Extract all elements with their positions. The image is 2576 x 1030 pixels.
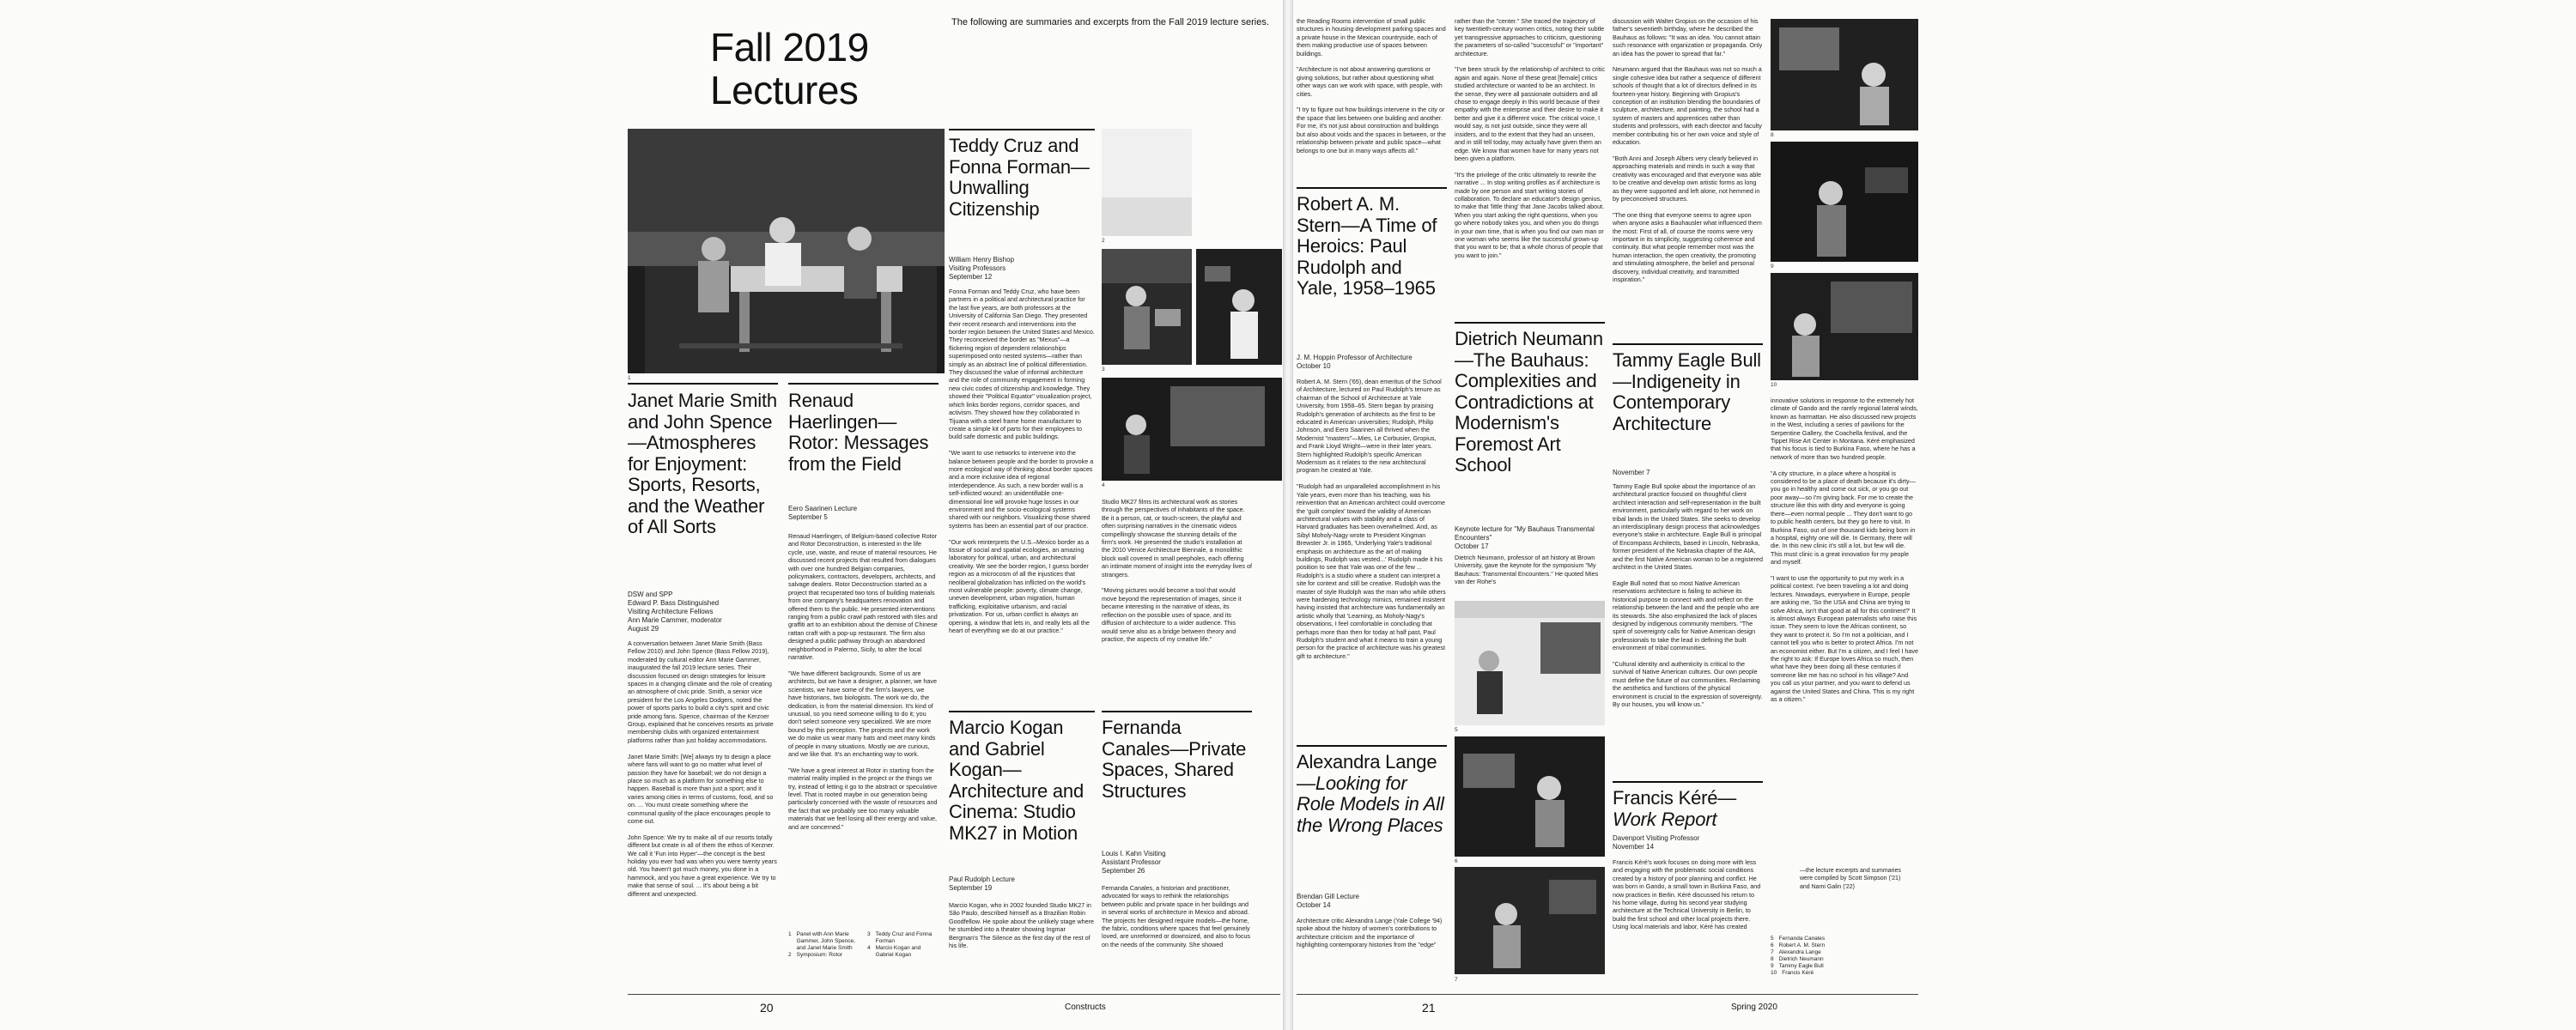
lecture-title-neumann: Dietrich Neumann—The Bauhaus: Complexities and Contradictions at Modernism's Foremost Art School	[1455, 328, 1603, 476]
lecture-title-smith-spence: Janet Marie Smith and John Spence—Atmospheres for Enjoyment: Sports, Resorts, and the Weather of All Sorts	[628, 390, 777, 537]
lecture-title-canales: Fernanda Canales—Private Spaces, Shared Structures	[1102, 717, 1247, 802]
lange-continued: rather than the "center." She traced the trajectory of key twentieth-century women critics, noting their subtle yet transgressive approaches to criticism, questioning the parameters of so-called "successful" or "important" architecture. "I've been struck by the relationship of architect to critic again and again. None of these great [female] critics studied architecture or wanted to be an architect. In the sense, they were all passionate outsiders and all chose to engage deeply in this world because of their empathy with the enterprise and their desire to make it better and give it a different voice. The critical voice, I would say, is not just outside, since they were all insiders, and to the extent that they had an unseen, and in still tell today, may actually have given them an edge. We know that women have for many years not been given a platform. "It's the privilege of the critic ultimately to rewrite the narrative ... In stop writing profiles as if architecture is made by one person and start writing stories of collaboration. To declare an educator's design genius, to make that 'little thing' that Jane Jacobs talked about. When you start asking the right questions, when you go where nobody takes you, and when you do things in your own time, that is when you find our own man or one woman who seems like the successful grown-up that you want to be; that a whole chorus of people that you want to join."	[1455, 17, 1605, 259]
lecture-meta-kere: Davenport Visiting Professor November 14	[1613, 834, 1700, 851]
caption-list: 5 Fernanda Canales 6 Robert A. M. Stern 7 Alexandra Lange 8 Dietrich Neumann 9 Tammy Eagle Bull 10 Francis Kéré	[1771, 936, 1826, 976]
footer-rule	[1297, 994, 1918, 995]
footer-rule	[628, 994, 1280, 995]
rule	[1297, 745, 1447, 747]
rule	[628, 383, 778, 385]
lecture-title-cruz-forman: Teddy Cruz and Fonna Forman—Unwalling Citizenship	[949, 135, 1090, 220]
lecture-meta-kogan: Paul Rudolph Lecture September 19	[949, 876, 1015, 892]
rule	[1455, 322, 1605, 324]
fig-number: 7	[1455, 977, 1458, 983]
intro-text: The following are summaries and excerpts from the Fall 2019 lecture series.	[951, 17, 1269, 27]
fig-number: 6	[1455, 858, 1458, 864]
photo-panel-smith-spence	[628, 129, 945, 373]
rule	[1297, 187, 1447, 189]
lecture-meta-smith-spence: DSW and SPP Edward P. Bass Distinguished Visiting Architecture Fellows Ann Marie Cammer, moderator August 29	[628, 591, 722, 633]
lecture-body-haerlingen: Renaud Haerlingen, of Belgium-based collective Rotor and Rotor Deconstruction, is interested in the life cycle, use, waste, and reuse of material resources. He discussed recent projects that resulted from dialogues with over one hundred Belgian companies, policymakers, contractors, developers, architects, and salvage dealers. Rotor Deconstruction started as a project that recuperated two tons of building materials from one company's headquarters renovation and offered them to the public. He presented interventions ranging from a public crawl path restored with tiles and graffiti art to an exhibition about the demise of Chinese rattan craft with a pop-up restaurant. The firm also designed a public pathway through an abandoned neighborhood in Palermo, Sicily, to alter the local narrative. "We have different backgrounds. Some of us are architects, but we have a designer, a planner, we have scientists, we have some of the firm's lawyers, we have historians, two biologists. The work we do, the dedication, is from the material dimension. It's kind of unusual, so you need someone willing to do it; you don't select someone very specialized. We are more bound by this perception. The projects and the work we do make us wear many hats and meet many kinds of people in many situations. Mostly we are curious, and we like that. It's an enchanting way to work. "We have a great interest at Rotor in starting from the material reality implied in the project or the things we try, instead of letting it go to the abstract or speculative level. That is rooted maybe in our generation being particularly concerned with the waste of resources and the fact that we probably see too many valuable materials that we feel losing all their energy and value, and are concerned."	[788, 532, 938, 831]
left-page	[0, 0, 1283, 1030]
fig-number: 5	[1455, 727, 1458, 733]
lecture-title-eagle-bull: Tammy Eagle Bull—Indigeneity in Contemporary Architecture	[1613, 349, 1761, 434]
fig-number: 9	[1771, 264, 1774, 270]
rule	[949, 711, 1095, 712]
lecture-title-lange: Alexandra Lange—Looking for Role Models in All the Wrong Places	[1297, 751, 1444, 836]
photo-eagle-bull-2	[1771, 142, 1918, 262]
page-number: 21	[1422, 1001, 1436, 1015]
running-title: Constructs	[1065, 1003, 1106, 1012]
lecture-body-kogan: Marcio Kogan, who in 2002 founded Studio MK27 in São Paulo, described himself as a Brazilian Robin Goodfellow. He spoke about the unlikely stage where he stumbled into a theater showing Ingmar Bergman's The Silence as the first day of the rest of his life.	[949, 901, 1095, 950]
lecture-body-canales: Fernanda Canales, a historian and practitioner, advocated for ways to rethink the relationships between public and private space in her buildings and in several works of architecture in Mexico and abroad. The projects her designed require models—the home, the fabric, conditions where spaces that feel genuinely loved, are unreformed or downsized, and also to focus on the needs of the community. She showed	[1102, 884, 1250, 948]
caption-list: 3 Teddy Cruz and Fonna Forman 4 Marcio Kogan and Gabriel Kogan	[867, 931, 933, 958]
running-title: Spring 2020	[1731, 1003, 1777, 1012]
photo-cruz-forman-2	[1196, 249, 1282, 365]
lecture-meta-canales: Louis I. Kahn Visiting Assistant Professor September 26	[1102, 850, 1166, 875]
page-number: 20	[760, 1001, 774, 1015]
lecture-meta-eagle-bull: November 7	[1613, 469, 1650, 476]
compiled-by: —the lecture excerpts and summaries were compiled by Scott Simpson ('21) and Nami Galin ('22)	[1800, 868, 1901, 890]
rule	[788, 383, 939, 385]
fig-number: 1	[628, 375, 631, 381]
fig-number: 8	[1771, 132, 1774, 138]
neumann-continued: discussion with Walter Gropius on the occasion of his father's seventieth birthday, where he described the Bauhaus as follows: "It was an idea. You cannot attain such resonance with organization or propaganda. Only an idea has the power to spread that far." Neumann argued that the Bauhaus was not so much a single cohesive idea but rather a sequence of different schools of thought that a lot of directors defined in its fourteen-year history. Beginning with Gropius's conception of an institution blending the boundaries of sculpture, architecture, and painting, the school had a system of masters and apprentices rather than students and professors, with each director and faculty member contributing his or her own voice and style of education. "Both Anni and Joseph Albers very clearly believed in approaching materials and minds in such a way that creativity was encouraged and that everyone was able to be creative and develop own artistic forms as long as they were supported and left alone, not hemmed in by preconceived structures. "The one thing that everyone seems to agree upon when anyone asks a Bauhausler what influenced them the most: First of all, of course the rooms were very important in its simplicity, suggesting coherence and continuity. But what people remember most was the human interaction, the open creativity, the promoting and stimulating atmosphere, the belief and personal discovery, individual creativity, and transmitted inspiration."	[1613, 17, 1763, 283]
lecture-title-stern: Robert A. M. Stern—A Time of Heroics: Paul Rudolph and Yale, 1958–1965	[1297, 193, 1437, 299]
kere-continued: innovative solutions in response to the extremely hot climate of Gando and the rarely regional lateral winds, known as harmattan. He also discussed new projects in the West, including a series of pavilions for the Serpentine Gallery, the Coachella festival, and the Tippet Rise Art Center in Montana. Kéré emphasized that his focus is tied to Burkina Faso, where he has a network of more than two hundred people. "A city structure, in a place where a hospital is considered to be a place of death because it's dirty—you go in healthy and come out sick, or you go out poor away—so I'm giving back. For me to create the structure like this with dirty and everyone is going there—even normal people ... They don't want to go to public health centers, but they go here to visit. In Burkina Faso, out of one thousand kids being born in a hospital, eighty one will die. In Germany, there will die. In this new clinic it's still a lot, but few will die. This must clinic is a great innovation for my people and myself. "I want to use the opportunity to put my work in a political context. I've been traveling a lot and doing lectures. Nowadays, everywhere in Europe, people are asking me, 'So the USA and China are trying to solve Africa, isn't that good at all for this continent?' It is almost always European paternalists who raise this issue. They seem to love the African continent, so they want to protect it. So I'm not a politician, and I cannot tell you who is better to protect Africa. I'm not an economist either. But I'm a citizen, and I feel I have the right to ask: If Europe loves Africa so much, then what have they been doing all these centuries if someone like me has no school in his village? And you call us your partner, and you want to defend us against the United States and China. This is my right as a citizen."	[1771, 397, 1918, 704]
photo-lange	[1455, 867, 1605, 974]
photo-neumann-1	[1455, 601, 1605, 725]
lecture-meta-stern: J. M. Hoppin Professor of Architecture October 10	[1297, 354, 1413, 370]
lecture-body-stern: Robert A. M. Stern ('65), dean emeritus of the School of Architecture, lectured on Paul Rudolph's tenure as chairman of the School of Architecture at Yale University, from 1958–65. Stern began by praising Rudolph's generation of architects as the first to be educated in American universities; Rudolph, Philip Johnson, and Eero Saarinen all thrived when the Modernist "masters"—Mies, Le Corbusier, Gropius, and Frank Lloyd Wright—were in their later years. Stern highlighted Rudolph's specific American Modernism as it relates to the new architectural program he created at Yale. "Rudolph had an unparalleled accomplishment in his Yale years, even more than his teaching, was his reinvention that an American architect could overcome the 'guilt complex' toward the validity of American architectural values with stability and a class of Harvard graduates has been overwhelmed. And, as Sibyl Moholy-Nagy wrote to President Kingman Brewster Jr. in 1965, 'Underlying Yale's traditional emphasis on architecture as the art of making buildings, Rudolph was vested...' Rudolph made it his position to see that Yale was one of the few ... Rudolph's is a studio where a student can interpret a site for context and still be creative. Rudolph was the master of style Rudolph was the man who while others were hardening technology mimics, remained insistent having insisted that architecture was fundamentally an artistic wholly that 'Learning, as Moholy-Nagy's observations, I feel comfortable in concluding that perhaps more than then for today at half past, Paul Rudolph's student and what it means to train a young person for the practice of architecture was his greatest gift to architecture."	[1297, 378, 1446, 660]
lecture-body-lange: Architecture critic Alexandra Lange (Yale College '94) spoke about the history of women's contributions to architecture criticism and the importance of highlighting contemporary histories from the "edge"	[1297, 917, 1443, 949]
right-page	[1293, 0, 2576, 1030]
fig-number: 10	[1771, 382, 1777, 388]
lecture-title-haerlingen: Renaud Haerlingen—Rotor: Messages from the Field	[788, 390, 929, 475]
photo-eagle-bull-1	[1771, 19, 1918, 130]
lecture-body-eagle-bull: Tammy Eagle Bull spoke about the importance of an architectural practice focused on thoughtful client architect interaction and self-representation in the built environment, particularly with regard to her work on tribal lands in the United States. She seeks to develop an interdisciplinary design process that acknowledges everyone's stake in architecture. Eagle Bull is principal of Encompass Architects, based in Lincoln, Nebraska, former president of the Nebraska chapter of the AIA, and the first Native American woman to be a registered architect in the United States. Eagle Bull noted that so most Native American reservations architecture is failing to achieve its historical purpose to connect with and reflect on the relationship between the land and the people who are its stewards. She also emphasized the lack of places designed by indigenous community members. "The spirit of sovereignty calls for Native American design professionals to take the lead in defining the built environment of tribal communities. "Cultural identity and authenticity is critical to the survival of Native American cultures. Our own people must define the future of our communities. Reclaiming the aesthetics and functions of the physical environment is crucial to the expression of sovereignty. By our houses, you will know us."	[1613, 482, 1763, 708]
lecture-meta-cruz-forman: William Henry Bishop Visiting Professors September 12	[949, 256, 1015, 281]
rule	[949, 129, 1095, 130]
photo-cruz-forman-1	[1102, 249, 1192, 365]
lecture-body-neumann: Dietrich Neumann, professor of art history at Brown University, gave the keynote for the symposium "My Bauhaus: Transmental Encounters." He quoted Mies van der Rohe's	[1455, 554, 1599, 586]
fig-number: 3	[1102, 367, 1105, 373]
rule	[1102, 711, 1252, 712]
lecture-meta-neumann: Keynote lecture for "My Bauhaus Transmental Encounters" October 17	[1455, 525, 1595, 550]
rule	[1613, 781, 1763, 783]
lecture-body-cruz-forman: Fonna Forman and Teddy Cruz, who have been partners in a political and architectural practice for the last five years, are both professors at the University of California San Diego. They presented their recent research and interventions into the border region between the United States and Mexico. They reconceived the border as "Mexus"—a flickering region of dependent relationships superimposed onto nested systems—rather than simply as an abstract line of political differentiation. They discussed the value of informal architecture and the role of community engagement in forming new civic codes of citizenship and knowledge. They showed their "Political Equator" visualization project, which links border regions, corridor spaces, and activism. They showed how they collaborated in Tijuana with a steel frame home manufacturer to create a simple kit of parts for their employees to build safe domestic and public buildings. "We want to use networks to intervene into the balance between people and the border to provoke a more ecological way of thinking about border spaces and a more inclusive idea of regional interdependence. As such, a new border wall is a self-inflicted wound: an unidentifiable one-dimensional line will provoke huge losses in our environment and the socio-ecological systems shared with our neighbors. Visualizing those shared systems has been an essential part of our practice. "Our work reinterprets the U.S.–Mexico border as a tissue of social and spatial ecologies, an amazing laboratory for political, urban, and architectural creativity. We see the border region, I guess border region as a microcosm of all the injustices that neoliberal globalization has inflicted on the world's most vulnerable people: poverty, climate change, uneven development, urban migration, human trafficking, exploitative urbanism, and racial privatization. For us, urban conflict is always an opening, a window that lets in, and really lets all the heart of everything we do at our practice."	[949, 288, 1095, 635]
caption-list: 1 Panel with Ann Marie Gammer, John Spence, and Janet Marie Smith 2 Symposium: Rotor	[788, 931, 855, 958]
lecture-title-kere: Francis Kéré—Work Report	[1613, 787, 1737, 830]
photo-rotor	[1102, 129, 1192, 236]
lecture-meta-haerlingen: Eero Saarinen Lecture September 5	[788, 505, 858, 521]
fig-number: 4	[1102, 482, 1105, 488]
photo-kere	[1771, 273, 1918, 380]
photo-kogan	[1102, 378, 1282, 481]
photo-neumann-2	[1455, 736, 1605, 857]
fig-number: 2	[1102, 238, 1105, 244]
canales-continued: the Reading Rooms intervention of small public structures in housing development parking spaces and a private house in the Mexican countryside, each of them making productive use of spaces between buildings. "Architecture is not about answering questions or giving solutions, but rather about questioning what other ways can we work with space, with people, with cities. "I try to figure out how buildings intervene in the city or the space that lies between one building and another. For me, it's not just about construction and buildings but also about voids and the spaces in between, or the relationship between private and public space—what belongs to one but in many ways affects all."	[1297, 17, 1446, 154]
rule	[1613, 343, 1763, 345]
studio-mk27-text: Studio MK27 films its architectural work as stories through the perspectives of inhabitants of the space. Be it a person, cat, or touch-screen, the playful and often surprising narratives in the cinematic videos compellingly showcase the stunning details of the firm's work. He presented the studio's installation at the 2010 Venice Architecture Biennale, a monolithic block wall covered in small peepholes, each offering an intimate moment of insight into the everyday lives of strangers. "Moving pictures would become a tool that would move beyond the representation of images, since it became interesting in the narrative of ideas, its reflection on the possible uses of space, and its diffusion of architecture to a wider audience. This would serve also as a bridge between theory and practice, the aspects of my creative life."	[1102, 498, 1252, 643]
lecture-title-kogan: Marcio Kogan and Gabriel Kogan—Architecture and Cinema: Studio MK27 in Motion	[949, 717, 1084, 844]
page-title: Fall 2019 Lectures	[710, 25, 869, 112]
lecture-body-smith-spence: A conversation between Janet Marie Smith (Bass Fellow 2010) and John Spence (Bass Fellow 2019), moderated by cultural editor Ann Marie Gammer, inaugurated the fall 2019 lecture series. Their discussion focused on design strategies for leisure spaces in a changing climate and the role of creating an atmosphere of civic pride. Smith, a senior vice president for the Los Angeles Dodgers, noted the power of sports parks to build a city's spirit and civic pride among fans. Spence, chairman of the Kerzner Group, explained that he conceives resorts as private membership clubs with organized entertainment platforms rather than just holiday accommodations. Janet Marie Smith: [We] always try to design a place where fans will want to go no matter what level of passion they have for baseball; we do not design a place so much as a platform for something else to happen. Baseball is more than just a sport; and it varies among cities in terms of customs, food, and so on. ... You must create something where the communal quality of the place encourages people to come out. John Spence: We try to make all of our resorts totally different but create in all of them the ethos of Kerzner. We call it 'Fun into Hyper'—the concept is the best holiday you ever had was when you were twenty years old. You haven't got much money, you done in a hammock, and you have a great experience. We try to make that sense of soul. ... It's about being a bit different and unexpected.	[628, 639, 777, 898]
spine	[1283, 0, 1293, 1030]
lecture-body-kere: Francis Kéré's work focuses on doing more with less and engaging with the problematic social conditions created by a history of poor planning and conflict. He was born in Gando, a small town in Burkina Faso, and now practices in Berlin. Kéré discussed his return to his home village, during his second year studying architecture at the Technical University in Berlin, to build the first school and other local projects there. Using local materials and labor, Kéré has created	[1613, 858, 1761, 931]
lecture-meta-lange: Brendan Gill Lecture October 14	[1297, 893, 1359, 909]
